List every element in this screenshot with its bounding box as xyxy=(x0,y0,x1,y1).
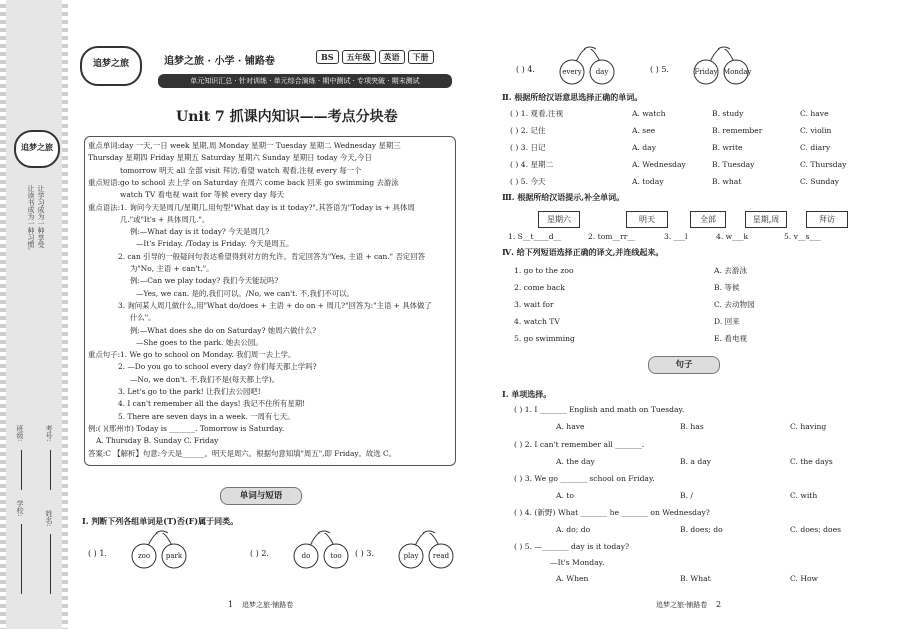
name-line xyxy=(50,534,51,594)
summary-line: 3. Let's go to the park! 让我们去公园吧! xyxy=(118,387,261,396)
q2-cell: A. day xyxy=(632,143,656,152)
section-words-phrases: 单词与短语 xyxy=(220,487,302,505)
hint-box: 星期六 xyxy=(538,211,580,228)
q2-cell: ( ) 4. 星期二 xyxy=(510,160,554,169)
q4-title: Ⅳ. 给下列短语选择正确的译文,并连线起来。 xyxy=(502,247,664,257)
q2-cell: C. Sunday xyxy=(800,177,840,186)
s1-title: Ⅰ. 单项选择。 xyxy=(502,389,552,399)
option-c: C. does; does xyxy=(790,525,841,534)
cherry-pair xyxy=(552,46,622,86)
option-c: C. with xyxy=(790,491,818,500)
pill-volume: 下册 xyxy=(408,50,434,64)
translation: A. 去游泳 xyxy=(714,266,748,275)
translation: C. 去动物园 xyxy=(714,300,755,309)
grade-pills xyxy=(316,50,434,64)
q2-cell: C. diary xyxy=(800,143,831,152)
q2-cell: A. today xyxy=(632,177,664,186)
q2-title: Ⅱ. 根据所给汉语意思选择正确的单词。 xyxy=(502,92,643,102)
motto-1: 让读书成为一种习惯, xyxy=(27,185,35,251)
school-line xyxy=(21,524,22,594)
summary-line: 几."或"It's + 具体周几."。 xyxy=(120,214,210,224)
summary-line: 例:( )(邢州市) Today is _______. Tomorrow is Saturday. xyxy=(88,423,285,433)
q2-cell: C. have xyxy=(800,109,829,118)
phrase: 3. wait for xyxy=(514,300,554,309)
q3-item: 5. v__s___ xyxy=(784,232,821,241)
summary-line: 5. There are seven days in a week. 一周有七天。 xyxy=(118,411,295,421)
summary-line: 重点短语:go to school 去上学 on Saturday 在周六 come back 回来 go swimming 去游泳 xyxy=(88,177,399,187)
question: ( ) 2. I can't remember all _______. xyxy=(514,440,645,449)
hint-box: 星期,周 xyxy=(745,211,787,228)
q2-cell: B. what xyxy=(712,177,742,186)
summary-line: Thursday 星期四 Friday 星期五 Saturday 星期六 Sunday 星期日 today 今天,今日 xyxy=(88,153,372,163)
phrase: 5. go swimming xyxy=(514,334,575,343)
q1-item-number: ( ) 3. xyxy=(355,549,374,558)
question: ( ) 3. We go _______ school on Friday. xyxy=(514,474,655,483)
option-c: C. having xyxy=(790,422,827,431)
summary-line: A. Thursday B. Sunday C. Friday xyxy=(96,436,219,446)
class-line xyxy=(21,450,22,490)
option-c: C. How xyxy=(790,574,819,583)
phrase: 4. watch TV xyxy=(514,317,560,326)
cherry-word-2: too xyxy=(330,552,342,560)
option-a: A. have xyxy=(556,422,585,431)
q1-item-number: ( ) 2. xyxy=(250,549,269,558)
number-label: 考号: xyxy=(45,425,53,442)
q3-item: 1. S__t____d__ xyxy=(508,232,562,241)
summary-line: tomorrow 明天 all 全部 visit 拜访,看望 watch 观看,注视 every 每一个 xyxy=(120,165,362,175)
question: ( ) 5. —_______ day is it today? xyxy=(514,542,630,551)
q2-cell: C. Thursday xyxy=(800,160,847,169)
q2-cell: B. write xyxy=(712,143,743,152)
class-label: 班级: xyxy=(16,425,24,442)
summary-line: 重点单词:day 一天,一日 week 星期,周 Monday 星期一 Tuesday 星期二 Wednesday 星期三 xyxy=(88,141,401,150)
summary-line: 2. —Do you go to school every day? 你们每天都上学吗? xyxy=(118,362,317,372)
summary-line: 3. 询问某人周几做什么,用"What do/does + 主语 + do on + 周几?"回答为:"主语 + 具体做了 xyxy=(118,300,432,310)
school-label: 学校: xyxy=(16,500,24,517)
translation: B. 等候 xyxy=(714,283,740,292)
q2-cell: A. see xyxy=(632,126,656,135)
q1-item-number: ( ) 4. xyxy=(516,65,535,74)
option-b: B. has xyxy=(680,422,704,431)
cherry-word-1: zoo xyxy=(137,552,151,560)
cherry-word-2: read xyxy=(432,552,450,560)
zigzag-edge xyxy=(0,0,6,629)
cherry-word-1: do xyxy=(301,552,311,560)
summary-line: 2. can 引导的一般疑问句表达希望得到对方的允许。肯定回答为"Yes, 主语 + can." 否定回答 xyxy=(118,251,425,261)
phrase: 1. go to the zoo xyxy=(514,266,574,275)
q2-cell: ( ) 2. 记住 xyxy=(510,126,546,135)
summary-line: —No, we don't. 不,我们不是(每天都上学)。 xyxy=(130,374,280,384)
q2-cell: B. study xyxy=(712,109,744,118)
q1-title: Ⅰ. 判断下列各组单词是(T)否(F)属于同类。 xyxy=(82,516,239,526)
cherry-word-1: Friday xyxy=(694,68,718,76)
footer-brand-left: 追梦之旅·铺路卷 xyxy=(242,601,294,609)
q3-title: Ⅲ. 根据所给汉语提示,补全单词。 xyxy=(502,192,625,202)
summary-line: 重点句子:1. We go to school on Monday. 我们周一去上学。 xyxy=(88,350,296,360)
option-c: C. the days xyxy=(790,457,833,466)
footer-brand-right: 追梦之旅·铺路卷 xyxy=(656,601,708,609)
option-b: B. does; do xyxy=(680,525,723,534)
phrase: 2. come back xyxy=(514,283,565,292)
question-reply: —It's Monday. xyxy=(550,558,605,567)
summary-line: 什么"。 xyxy=(130,313,156,323)
cherry-pair xyxy=(391,530,461,570)
q2-cell: A. watch xyxy=(632,109,666,118)
option-a: A. do; do xyxy=(556,525,591,534)
q2-cell: B. remember xyxy=(712,126,763,135)
cherry-word-2: day xyxy=(595,68,609,76)
summary-line: —Yes, we can. 是的,我们可以。/No, we can't. 不,我们不可以。 xyxy=(136,288,354,298)
q1-item-number: ( ) 5. xyxy=(650,65,669,74)
hint-box: 拜访 xyxy=(806,211,848,228)
cherry-pair xyxy=(286,530,356,570)
summary-line: 4. I can't remember all the days! 我记不住所有星期! xyxy=(118,399,306,409)
q3-item: 2. tom__rr__ xyxy=(588,232,635,241)
hint-box: 明天 xyxy=(626,211,668,228)
q2-cell: C. violin xyxy=(800,126,832,135)
pill-subject: 英语 xyxy=(379,50,405,64)
cherry-word-1: every xyxy=(562,68,582,76)
option-a: A. to xyxy=(556,491,574,500)
hint-box: 全部 xyxy=(690,211,726,228)
q3-item: 4. w___k xyxy=(716,232,749,241)
cherry-word-1: play xyxy=(403,552,419,560)
q2-cell: ( ) 5. 今天 xyxy=(510,177,546,186)
cherry-pair xyxy=(686,46,756,86)
pill-grade: 五年级 xyxy=(342,50,376,64)
cherry-pair xyxy=(124,530,194,570)
name-label: 姓名: xyxy=(45,510,53,527)
side-logo: 追梦之旅 xyxy=(14,130,60,168)
option-b: B. a day xyxy=(680,457,712,466)
q1-item-number: ( ) 1. xyxy=(88,549,107,558)
page-number-right: 2 xyxy=(716,600,722,609)
summary-line: —It's Friday. /Today is Friday. 今天是周五。 xyxy=(136,239,294,249)
pill-edition: BS xyxy=(316,50,339,64)
q2-cell: ( ) 1. 观看,注视 xyxy=(510,109,564,118)
cherry-word-2: park xyxy=(165,552,183,560)
translation: E. 看电视 xyxy=(714,334,748,343)
header-subtitle: 单元知识汇总 · 针对训练 · 单元综合演练 · 期中测试 · 专项突破 · 期末测试 xyxy=(158,74,452,88)
option-a: A. When xyxy=(556,574,589,583)
header-title: 追梦之旅 · 小学 · 铺路卷 xyxy=(164,56,275,67)
summary-line: 例:—What does she do on Saturday? 她周六做什么? xyxy=(130,325,317,335)
summary-line: —She goes to the park. 她去公园。 xyxy=(136,337,263,347)
motto-2: 让学习成为一种享受 xyxy=(37,185,45,248)
header-logo: 追梦之旅 xyxy=(80,46,142,86)
question: ( ) 1. I _______ English and math on Tuesday. xyxy=(514,405,685,414)
zigzag-edge xyxy=(62,0,68,629)
summary-line: 例:—What day is it today? 今天是周几? xyxy=(130,227,270,237)
q3-item: 3. ___l xyxy=(664,232,688,241)
number-line xyxy=(50,450,51,490)
summary-line: 重点语法:1. 询问今天是周几/星期几,用句型"What day is it today?",其答语为"Today is + 具体周 xyxy=(88,202,415,212)
option-b: B. / xyxy=(680,491,693,500)
summary-line: 为"No, 主语 + can't."。 xyxy=(130,264,214,273)
q2-cell: B. Tuesday xyxy=(712,160,755,169)
summary-line: watch TV 看电视 wait for 等候 every day 每天 xyxy=(120,190,285,200)
page-number-left: 1 xyxy=(228,600,234,609)
section-sentences: 句子 xyxy=(648,356,720,374)
question: ( ) 4. (新野) What _______ he _______ on Wednesday? xyxy=(514,508,710,517)
option-b: B. What xyxy=(680,574,711,583)
unit-title: Unit 7 抓课内知识——考点分块卷 xyxy=(176,109,398,125)
summary-line: 例:—Can we play today? 我们今天能玩吗? xyxy=(130,276,279,286)
q2-cell: ( ) 3. 日记 xyxy=(510,143,546,152)
option-a: A. the day xyxy=(556,457,595,466)
side-strip xyxy=(0,0,68,629)
translation: D. 回来 xyxy=(714,317,740,326)
cherry-word-2: Monday xyxy=(723,68,752,76)
summary-line: 答案:C 【解析】句意:今天是______。明天是周六。根据句意知填"周五",即 Friday。故选 C。 xyxy=(88,448,397,458)
q2-cell: A. Wednesday xyxy=(632,160,686,169)
